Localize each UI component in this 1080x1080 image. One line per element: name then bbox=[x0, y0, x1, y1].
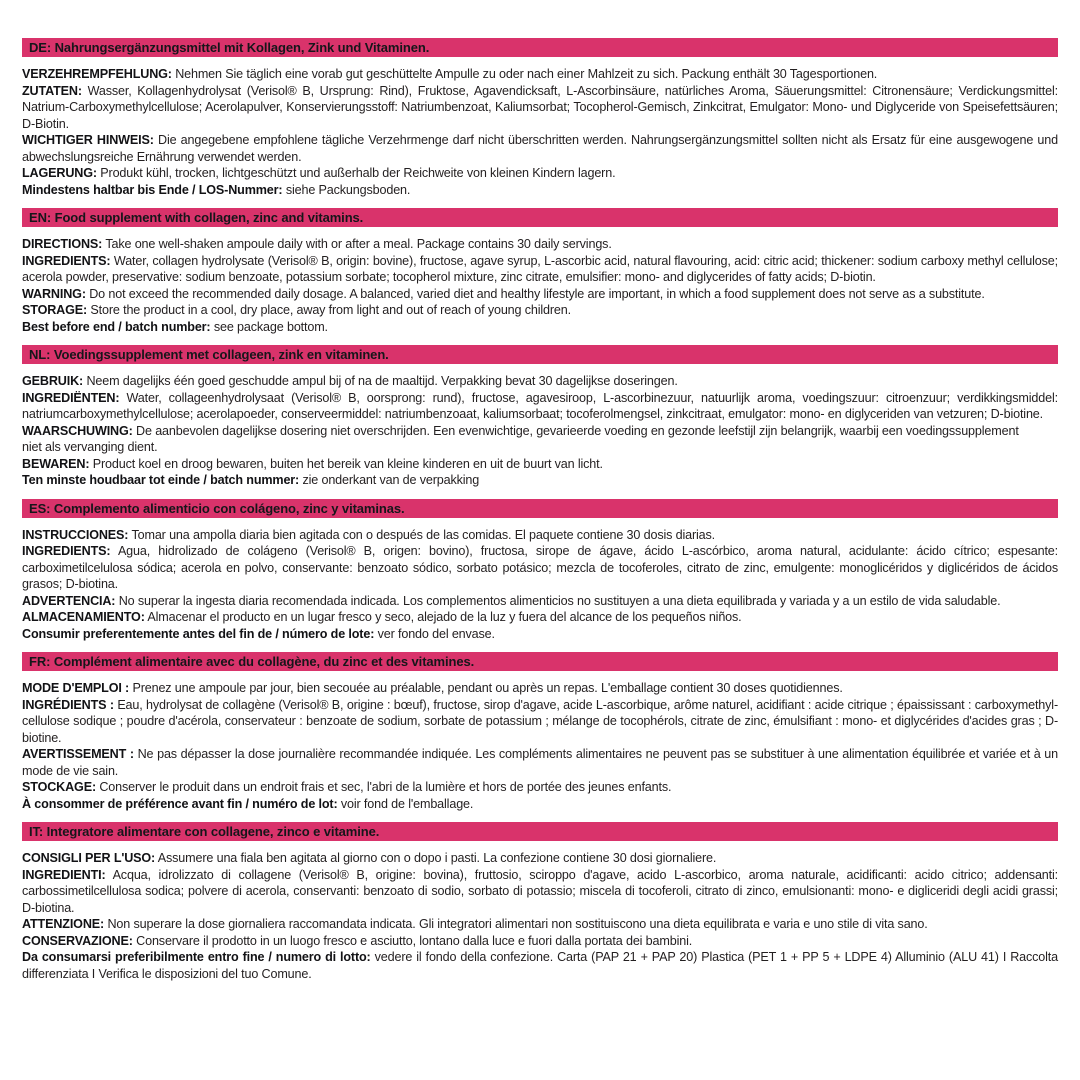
paragraph-label: MODE D'EMPLOI : bbox=[22, 681, 130, 695]
section-header-text: ES: Complemento alimenticio con colágeno, zinc y vitaminas. bbox=[29, 500, 405, 516]
paragraph-label: Best before end / batch number: bbox=[22, 319, 211, 334]
paragraph-text: Acqua, idrolizzato di collagene (Verisol® B, origine: bovina), fruttosio, sciroppo d'agave, acido L-ascorbico, aroma naturale, acidificanti: acido citrico; addensanti: carbossimetilcellulosa sodica; polvere di acerola, conservanti: benzoato di sodio, sorbato di potassio; miscela di tocoferoli, citrato di zinco, emulsionanti: mono- e digliceridi degli acidi grassi; D-biotina. bbox=[22, 867, 1058, 915]
paragraph bbox=[22, 850, 1058, 867]
paragraph-label: ATTENZIONE: bbox=[22, 917, 105, 931]
section-header-bar bbox=[22, 652, 1058, 671]
paragraph-label: LAGERUNG: bbox=[22, 166, 97, 180]
language-section-es bbox=[22, 499, 1058, 643]
paragraph-label: WICHTIGER HINWEIS: bbox=[22, 133, 154, 147]
paragraph bbox=[22, 593, 1058, 610]
paragraph bbox=[22, 933, 1058, 950]
section-header-text: DE: Nahrungsergänzungsmittel mit Kollagen, Zink und Vitaminen. bbox=[29, 40, 430, 55]
paragraph-label: Consumir preferentemente antes del fin de / número de lote: bbox=[22, 626, 375, 641]
section-body bbox=[22, 680, 1058, 812]
paragraph bbox=[22, 373, 1058, 390]
paragraph-text: ver fondo del envase. bbox=[377, 626, 495, 641]
paragraph-text: Produkt kühl, trocken, lichtgeschützt und außerhalb der Reichweite von kleinen Kindern lagern. bbox=[100, 166, 616, 180]
paragraph bbox=[22, 132, 1058, 165]
paragraph bbox=[22, 83, 1058, 133]
paragraph bbox=[22, 319, 1058, 336]
paragraph-text: Almacenar el producto en un lugar fresco y seco, alejado de la luz y fuera del alcance de los pequeños niños. bbox=[147, 610, 742, 624]
paragraph-text: Tomar una ampolla diaria bien agitada con o después de las comidas. El paquete contiene 30 dosis diarias. bbox=[131, 527, 716, 542]
paragraph-text: Store the product in a cool, dry place, away from light and out of reach of young children. bbox=[90, 303, 571, 317]
paragraph-label: STOCKAGE: bbox=[22, 780, 96, 794]
paragraph bbox=[22, 390, 1058, 423]
paragraph-label: ZUTATEN: bbox=[22, 83, 82, 98]
paragraph bbox=[22, 527, 1058, 544]
section-header-text: NL: Voedingssupplement met collageen, zink en vitaminen. bbox=[29, 347, 389, 362]
paragraph-label: Mindestens haltbar bis Ende / LOS-Nummer: bbox=[22, 182, 283, 197]
section-header-text: IT: Integratore alimentare con collagene, zinco e vitamine. bbox=[29, 824, 380, 839]
paragraph-label: INGREDIENTI: bbox=[22, 867, 106, 882]
paragraph-label: ADVERTENCIA: bbox=[22, 593, 116, 608]
paragraph-label: CONSIGLI PER L'USO: bbox=[22, 851, 156, 865]
paragraph-label: Da consumarsi preferibilmente entro fine / numero di lotto: bbox=[22, 950, 371, 964]
section-body bbox=[22, 66, 1058, 198]
paragraph-label: CONSERVAZIONE: bbox=[22, 933, 133, 948]
section-body bbox=[22, 236, 1058, 335]
paragraph-label: INGRÉDIENTS : bbox=[22, 697, 114, 712]
paragraph bbox=[22, 236, 1058, 253]
paragraph-label: STORAGE: bbox=[22, 303, 88, 317]
paragraph-label: Ten minste houdbaar tot einde / batch nummer: bbox=[22, 473, 300, 487]
paragraph bbox=[22, 472, 1058, 489]
paragraph-text: Conservare il prodotto in un luogo fresco e asciutto, lontano dalla luce e fuori dalla portata dei bambini. bbox=[136, 933, 693, 948]
paragraph-text: Non superare la dose giornaliera raccomandata indicata. Gli integratori alimentari non sostituiscono una dieta equilibrata e varia e uno stile di vita sano. bbox=[107, 917, 928, 931]
paragraph-label: À consommer de préférence avant fin / numéro de lot: bbox=[22, 796, 338, 811]
paragraph-label: GEBRUIK: bbox=[22, 374, 84, 388]
paragraph-text: Nehmen Sie täglich eine vorab gut geschüttelte Ampulle zu oder nach einer Mahlzeit zu sich. Packung enthält 30 Tagesportionen. bbox=[175, 67, 878, 81]
paragraph bbox=[22, 456, 1058, 473]
section-header-text: EN: Food supplement with collagen, zinc and vitamins. bbox=[29, 210, 364, 225]
language-section-de bbox=[22, 38, 1058, 198]
paragraph bbox=[22, 165, 1058, 182]
paragraph-label: WAARSCHUWING: bbox=[22, 423, 133, 438]
paragraph-label: VERZEHREMPFEHLUNG: bbox=[22, 67, 172, 81]
paragraph-label: INGREDIENTS: bbox=[22, 544, 111, 558]
paragraph-text: Wasser, Kollagenhydrolysat (Verisol® B, Ursprung: Rind), Fruktose, Agavendicksaft, L-Ascorbinsäure, natürliches Aroma, Säuerungsmittel: Citronensäure; Verdickungsmittel: Natrium-Carboxymethylcellulose; Acerolapulver, Konservierungsstoff: Natriumbenzoat, Kaliumsorbat; Tocopherol-Gemisch, Zinkcitrat, Emulgator: Mono- und Diglyceride von Speisefettsäuren; D-Biotin. bbox=[22, 83, 1058, 131]
paragraph-text: No superar la ingesta diaria recomendada indicada. Los complementos alimenticios no sustituyen a una dieta equilibrada y variada y a un estilo de vida saludable. bbox=[118, 593, 1001, 608]
paragraph bbox=[22, 253, 1058, 286]
section-header-text: FR: Complément alimentaire avec du collagène, du zinc et des vitamines. bbox=[29, 654, 475, 669]
section-header-bar bbox=[22, 38, 1058, 57]
paragraph-text: Water, collagen hydrolysate (Verisol® B, origin: bovine), fructose, agave syrup, L-ascorbic acid, natural flavouring, acid: citric acid; thickener: sodium carboxy methyl cellulose; acerola powder, preservative: sodium benzoate, potassium sorbate; tocopherol mixture, zinc citrate, emulsifier: mono- and diglycerides of fatty acids; D-biotin. bbox=[22, 253, 1058, 284]
paragraph-text: Conserver le produit dans un endroit frais et sec, l'abri de la lumière et hors de portée des jeunes enfants. bbox=[99, 780, 672, 794]
paragraph-text: Eau, hydrolysat de collagène (Verisol® B, origine : bœuf), fructose, sirop d'agave, acide L-ascorbique, arôme naturel, acidifiant : acide citrique ; épaississant : carboxymethyl-cellulose sodique ; poudre d'acérola, conservateur : benzoate de sodium, sorbate de potassium ; mélange de tocophérols, citrate de zinc, émulsifiant : mono- et diglycérides d'acides gras ; D-biotine. bbox=[22, 697, 1058, 745]
paragraph bbox=[22, 423, 1058, 440]
paragraph-label: INGREDIENTS: bbox=[22, 253, 111, 268]
paragraph-label: BEWAREN: bbox=[22, 456, 90, 471]
paragraph-text: Product koel en droog bewaren, buiten het bereik van kleine kinderen en uit de buurt van licht. bbox=[92, 456, 603, 471]
paragraph bbox=[22, 779, 1058, 796]
paragraph-text: siehe Packungsboden. bbox=[285, 182, 411, 197]
language-section-nl bbox=[22, 345, 1058, 489]
paragraph-label: DIRECTIONS: bbox=[22, 237, 103, 251]
paragraph-text: Neem dagelijks één goed geschudde ampul bij of na de maaltijd. Verpakking bevat 30 dagelijkse doseringen. bbox=[86, 374, 678, 388]
section-header-bar bbox=[22, 499, 1058, 518]
paragraph-text: Prenez une ampoule par jour, bien secouée au préalable, pendant ou après un repas. L'emballage contient 30 doses quotidiennes. bbox=[132, 681, 843, 695]
section-body bbox=[22, 850, 1058, 982]
paragraph-text: see package bottom. bbox=[213, 319, 328, 334]
paragraph bbox=[22, 609, 1058, 626]
paragraph-text: Ne pas dépasser la dose journalière recommandée indiquée. Les compléments alimentaires ne peuvent pas se substituer à une alimentation équilibrée et variée et à un mode de vie sain. bbox=[22, 747, 1058, 778]
paragraph-text: niet als vervanging dient. bbox=[22, 440, 158, 454]
paragraph-label: ALMACENAMIENTO: bbox=[22, 610, 145, 624]
paragraph bbox=[22, 796, 1058, 813]
paragraph bbox=[22, 697, 1058, 747]
paragraph bbox=[22, 949, 1058, 982]
paragraph bbox=[22, 439, 1058, 456]
paragraph-label: WARNING: bbox=[22, 286, 86, 301]
paragraph-text: vedere il fondo della confezione. Carta (PAP 21 + PAP 20) Plastica (PET 1 + PP 5 + LDPE 4) Alluminio (ALU 41) I Raccolta differenziata I Verifica le disposizioni del tuo Comune. bbox=[22, 950, 1059, 981]
paragraph bbox=[22, 680, 1058, 697]
paragraph-text: Agua, hidrolizado de colágeno (Verisol® B, origen: bovino), fructosa, sirope de ágave, ácido L-ascórbico, aroma natural, acidulante: ácido cítrico; espesante: carboximetilcelulosa sódica; acerola en polvo, conservante: benzoato sódico, sorbato potásico; mezcla de tocoferoles, citrato de zinc, emulgente: monoglicéridos y diglicéridos de ácidos grasos; D-biotina. bbox=[22, 544, 1058, 591]
paragraph-text: Water, collageenhydrolysaat (Verisol® B, oorsprong: rund), fructose, agavesiroop, L-ascorbinezuur, natuurlijk aroma, voedingszuur: citroenzuur; verdikkingsmiddel: natriumcarboxymethylcellulose; acerolapoeder, conserveermiddel: natriumbenzoaat, kaliumsorbaat; tocoferolmengsel, zinkcitraat, emulgator: mono- en diglyceriden van vetzuren; D-biotine. bbox=[22, 390, 1058, 421]
language-section-fr bbox=[22, 652, 1058, 812]
paragraph-text: Do not exceed the recommended daily dosage. A balanced, varied diet and healthy lifestyle are important, in which a food supplement does not serve as a substitute. bbox=[89, 286, 985, 301]
section-body bbox=[22, 373, 1058, 489]
paragraph-text: Assumere una fiala ben agitata al giorno con o dopo i pasti. La confezione contiene 30 dosi giornaliere. bbox=[157, 851, 717, 865]
paragraph bbox=[22, 66, 1058, 83]
paragraph bbox=[22, 916, 1058, 933]
section-body bbox=[22, 527, 1058, 643]
paragraph-text: Take one well-shaken ampoule daily with or after a meal. Package contains 30 daily servings. bbox=[105, 237, 612, 251]
section-header-bar bbox=[22, 345, 1058, 364]
paragraph-label: INGREDIËNTEN: bbox=[22, 390, 120, 405]
paragraph-text: De aanbevolen dagelijkse dosering niet overschrijden. Een evenwichtige, gevarieerde voeding en gezonde leefstijl zijn belangrijk, waarbij een voedingssupplement bbox=[136, 423, 1019, 438]
paragraph bbox=[22, 286, 1058, 303]
paragraph-text: Die angegebene empfohlene tägliche Verzehrmenge darf nicht überschritten werden. Nahrungsergänzungsmittel sollten nicht als Ersatz für eine ausgewogene und abwechslungsreiche Ernährung verwendet werden. bbox=[22, 133, 1058, 164]
product-label-sheet bbox=[22, 38, 1058, 992]
paragraph bbox=[22, 302, 1058, 319]
paragraph bbox=[22, 746, 1058, 779]
paragraph bbox=[22, 182, 1058, 199]
paragraph bbox=[22, 626, 1058, 643]
paragraph bbox=[22, 867, 1058, 917]
language-section-it bbox=[22, 822, 1058, 982]
section-header-bar bbox=[22, 208, 1058, 227]
paragraph bbox=[22, 543, 1058, 593]
paragraph-label: INSTRUCCIONES: bbox=[22, 527, 129, 542]
paragraph-label: AVERTISSEMENT : bbox=[22, 747, 134, 761]
paragraph-text: zie onderkant van de verpakking bbox=[302, 473, 480, 487]
language-section-en bbox=[22, 208, 1058, 335]
section-header-bar bbox=[22, 822, 1058, 841]
paragraph-text: voir fond de l'emballage. bbox=[340, 796, 474, 811]
